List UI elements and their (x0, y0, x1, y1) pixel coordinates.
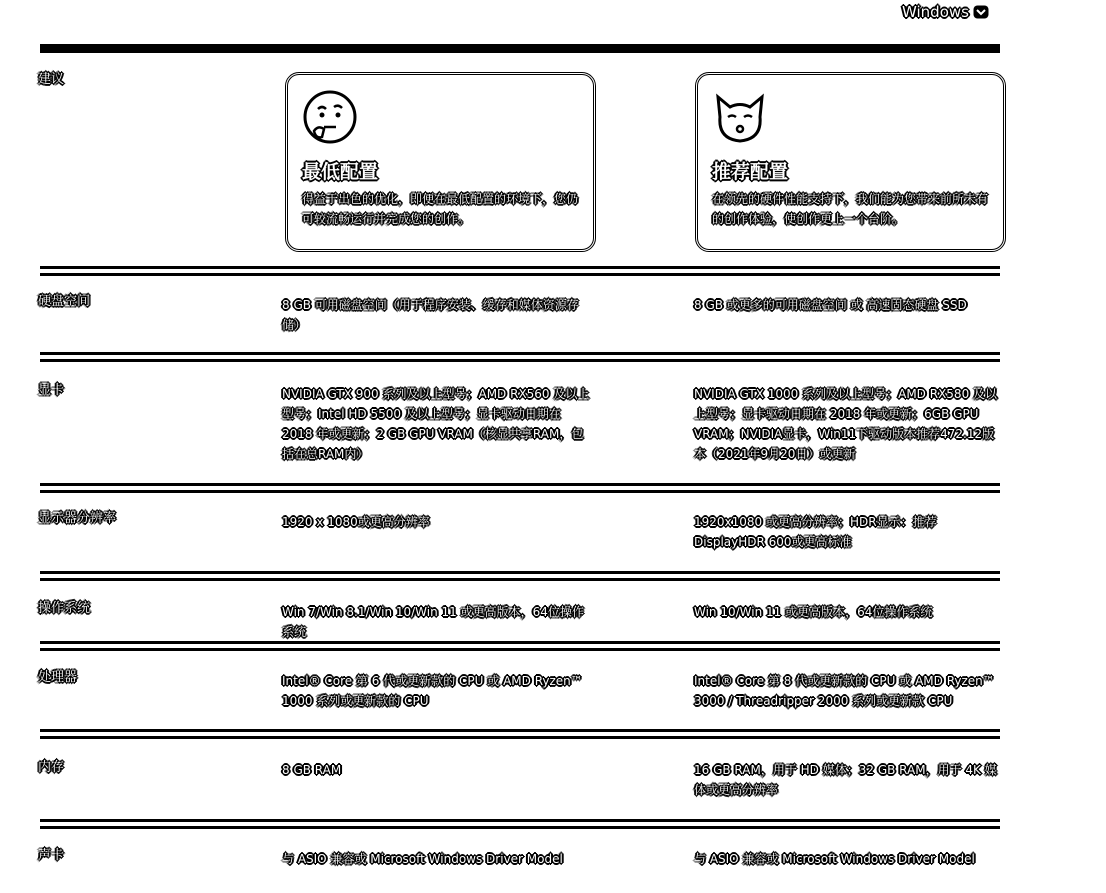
sound-card-min: 与 ASIO 兼容或 Microsoft Windows Driver Model (282, 852, 563, 866)
recommended-config-description: 在领先的硬件性能支持下，我们能为您带来前所未有的创作体验，使创作更上一个台阶。 (712, 192, 989, 226)
row-divider (40, 483, 1000, 493)
cat-face-icon (710, 87, 770, 147)
table-top-divider (40, 44, 1000, 53)
min-config-title: 最低配置 (302, 161, 379, 183)
row-label-processor: 处理器 (38, 670, 78, 685)
row-divider (40, 352, 1000, 362)
sound-card-recommended: 与 ASIO 兼容或 Microsoft Windows Driver Model (694, 852, 975, 866)
memory-recommended: 16 GB RAM，用于 HD 媒体；32 GB RAM，用于 4K 媒体或更高分辨率 (694, 763, 997, 797)
min-config-description: 得益于出色的优化，即便在最低配置的环境下，您仍可较流畅运行并完成您的创作。 (302, 192, 579, 226)
recommended-config-card (695, 72, 1006, 252)
row-divider (40, 571, 1000, 581)
display-resolution-recommended: 1920x1080 或更高分辨率；HDR显示：推荐DisplayHDR 600或更高标准 (694, 515, 937, 549)
row-label-operating-system: 操作系统 (38, 601, 91, 616)
row-divider (40, 819, 1000, 829)
os-selector-dropdown[interactable] (902, 2, 989, 22)
processor-recommended: Intel® Core 第 8 代或更新款的 CPU 或 AMD Ryzen™ 3000 / Threadripper 2000 系列或更新款 CPU (694, 674, 995, 708)
display-resolution-min: 1920 x 1080或更高分辨率 (282, 515, 430, 529)
disk-space-recommended: 8 GB 或更多的可用磁盘空间 或 高速固态硬盘 SSD (694, 298, 967, 312)
row-divider (40, 266, 1000, 276)
row-divider (40, 641, 1000, 651)
min-config-card (285, 72, 596, 252)
os-selector-label: Windows (902, 3, 969, 21)
row-divider (40, 729, 1000, 739)
graphics-card-min: NVIDIA GTX 900 系列及以上型号；AMD RX560 及以上型号；Intel HD 5500 及以上型号；显卡驱动日期在 2018 年或更新；2 GB GPU VRAM（核显共享RAM，包括在总RAM内） (282, 387, 590, 461)
memory-min: 8 GB RAM (282, 763, 342, 777)
row-label-display-resolution: 显示器分辨率 (38, 511, 117, 526)
row-label-graphics-card: 显卡 (38, 383, 65, 398)
row-label-sound-card: 声卡 (38, 848, 65, 863)
disk-space-min: 8 GB 可用磁盘空间（用于程序安装、缓存和媒体资源存储） (282, 298, 579, 332)
processor-min: Intel® Core 第 6 代或更新款的 CPU 或 AMD Ryzen™ 1000 系列或更新款的 CPU (282, 674, 583, 708)
operating-system-min: Win 7/Win 8.1/Win 10/Win 11 或更高版本，64位操作系统 (282, 605, 584, 639)
row-label-recommendation: 建议 (38, 72, 65, 87)
row-label-memory: 内存 (38, 760, 65, 775)
graphics-card-recommended: NVIDIA GTX 1000 系列及以上型号；AMD RX580 及以上型号；显卡驱动日期在 2018 年或更新；6GB GPU VRAM；NVIDIA显卡，Win11下驱动版本推荐472.12版本（2021年9月20日）或更新 (694, 387, 998, 461)
row-label-disk-space: 硬盘空间 (38, 294, 91, 309)
recommended-config-title: 推荐配置 (712, 161, 789, 183)
operating-system-recommended: Win 10/Win 11 或更高版本，64位操作系统 (694, 605, 933, 619)
chevron-down-icon (973, 5, 989, 19)
thinking-face-icon (300, 87, 360, 147)
